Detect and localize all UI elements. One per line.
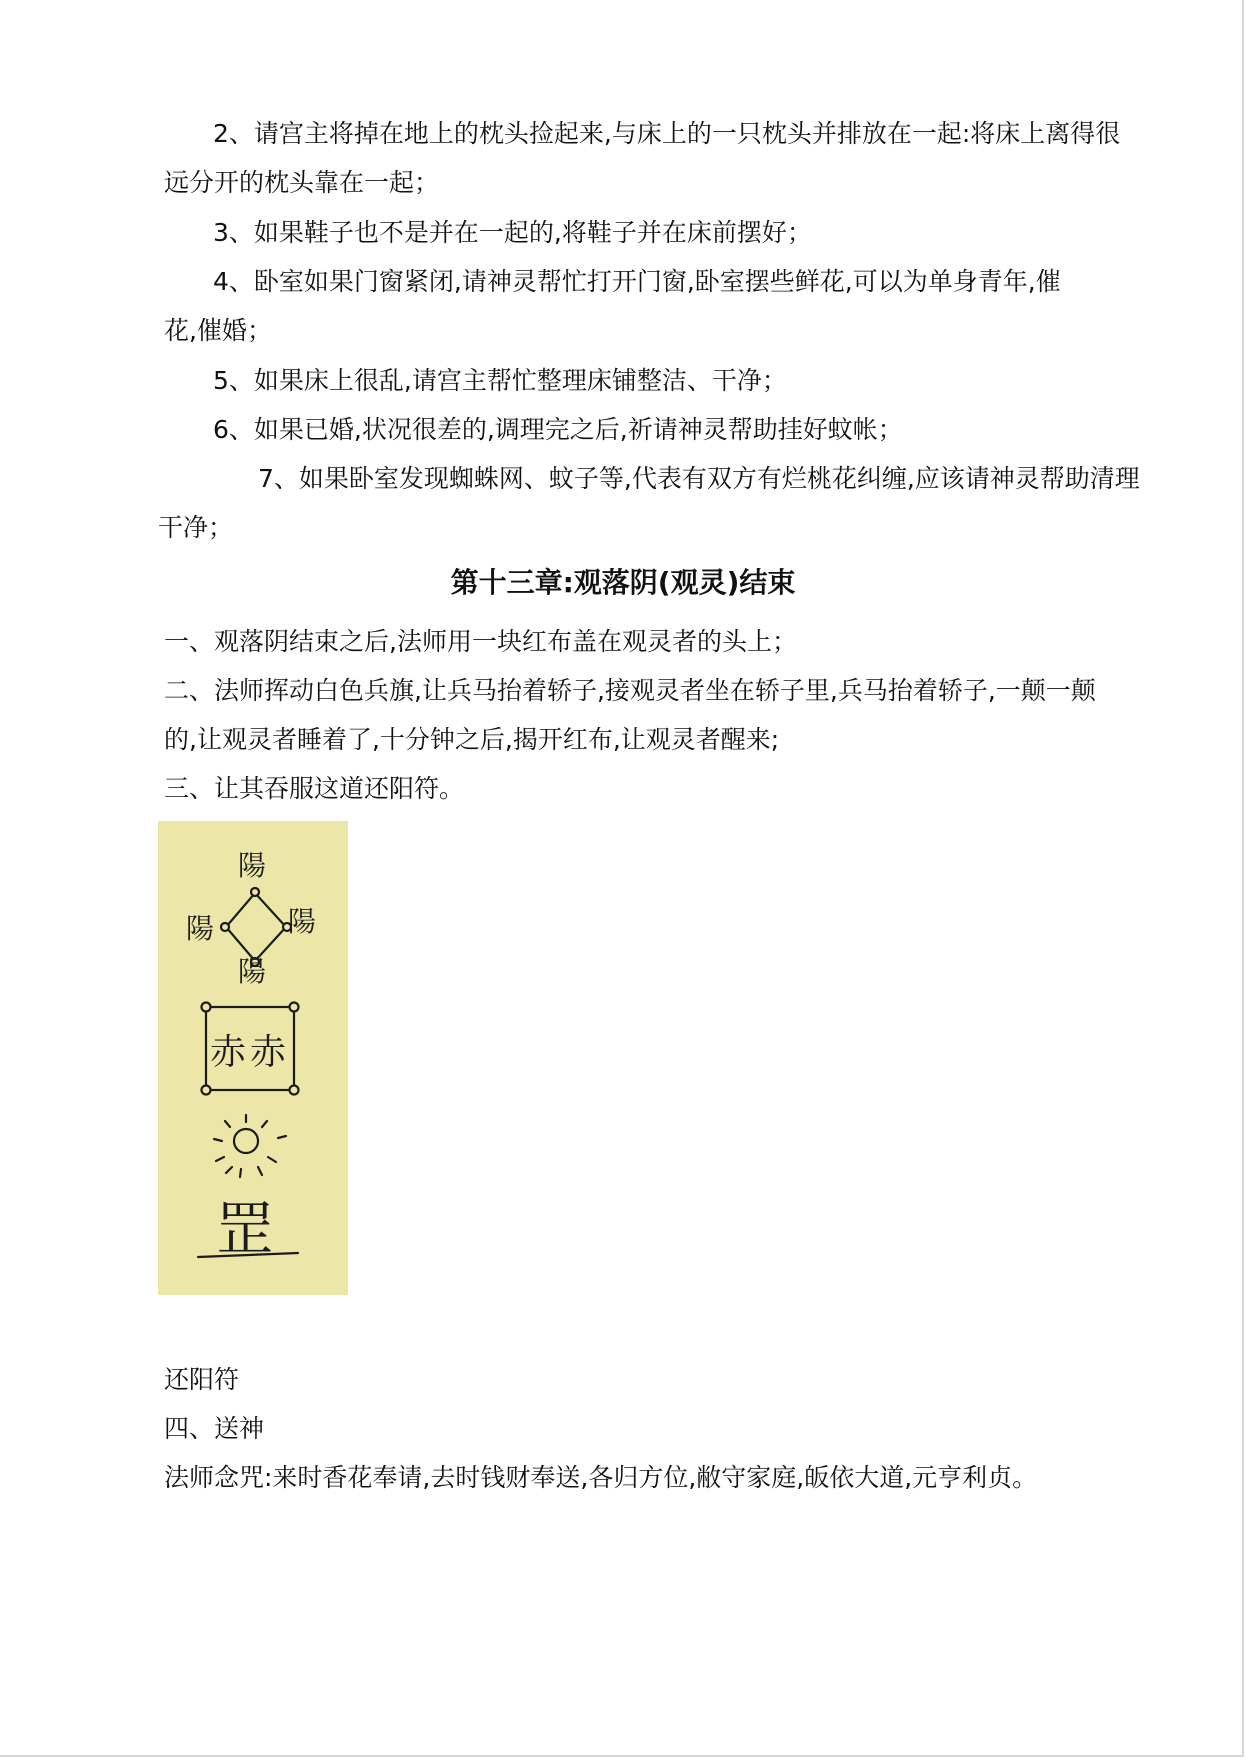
step-two-line-2: 的,让观灵者睡着了,十分钟之后,揭开红布,让观灵者醒来; [164,725,780,754]
talisman-char-chi-left: 赤 [210,1032,247,1073]
list-item-5: 5、如果床上很乱,请宫主帮忙整理床铺整洁、干净； [213,366,787,395]
list-item-2-line-1: 2、请宫主将掉在地上的枕头捡起来,与床上的一只枕头并排放在一起:将床上离得很 [213,119,1121,148]
chapter-title: 第十三章:观落阴(观灵)结束 [450,566,796,599]
list-item-4-line-1: 4、卧室如果门窗紧闭,请神灵帮忙打开门窗,卧室摆些鲜花,可以为单身青年,催 [213,267,1061,296]
list-item-6: 6、如果已婚,状况很差的,调理完之后,祈请神灵帮助挂好蚊帐； [213,415,903,444]
talisman-char-chi-right: 赤 [250,1032,287,1073]
talisman-diamond-shape [226,893,286,961]
talisman-char-yang-right: 陽 [288,905,317,938]
talisman-char-gang: 罡 [216,1195,275,1263]
step-three: 三、让其吞服这道还阳符。 [164,774,465,803]
talisman-sun-shape [234,1129,258,1153]
talisman-char-yang-left: 陽 [186,912,215,945]
step-one: 一、观落阴结束之后,法师用一块红布盖在观灵者的头上； [164,627,797,656]
talisman-char-yang-top: 陽 [238,849,267,882]
list-item-4-line-2: 花,催婚； [164,316,272,345]
list-item-7-line-1: 7、如果卧室发现蜘蛛网、蚊子等,代表有双方有烂桃花纠缠,应该请神灵帮助清理 [258,464,1140,493]
step-two-line-1: 二、法师挥动白色兵旗,让兵马抬着轿子,接观灵者坐在轿子里,兵马抬着轿子,一颠一颠 [164,676,1096,705]
talisman-caption: 还阳符 [164,1365,240,1394]
list-item-7-line-2: 干净； [158,513,234,542]
talisman-char-yang-bottom: 陽 [238,955,267,988]
section-four-heading: 四、送神 [164,1414,265,1443]
talisman-drawing [158,821,348,1295]
list-item-2-line-2: 远分开的枕头靠在一起； [164,168,440,197]
incantation-text: 法师念咒:来时香花奉请,去时钱财奉送,各归方位,敝守家庭,皈依大道,元亨利贞。 [164,1463,1038,1492]
talisman-image [158,821,348,1295]
list-item-3: 3、如果鞋子也不是并在一起的,将鞋子并在床前摆好； [213,218,812,247]
